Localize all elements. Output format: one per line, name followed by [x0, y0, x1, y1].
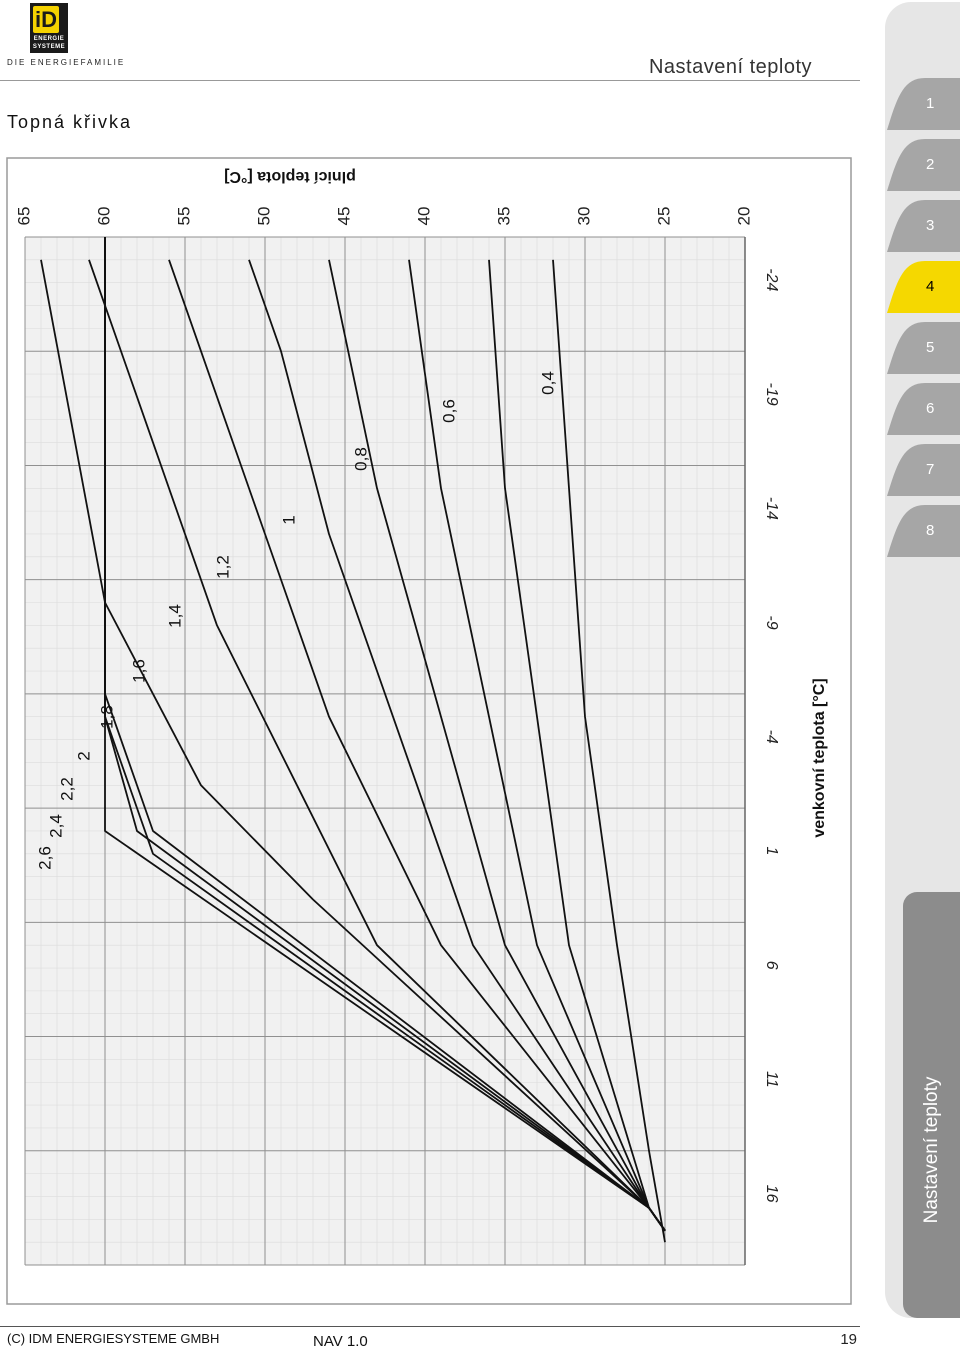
y-tick-label: 30 — [574, 206, 594, 226]
sidebar-tab-label: 1 — [926, 95, 935, 112]
x-tick-label: -19 — [762, 382, 780, 406]
curve-label: 2,2 — [57, 777, 77, 801]
y-axis-title: plnicí teplota [°C] — [224, 167, 356, 185]
y-tick-label: 60 — [94, 206, 114, 226]
sidebar-tab-label: 4 — [926, 278, 935, 295]
y-tick-label: 45 — [334, 206, 354, 226]
logo-line-2: SYSTEME — [32, 44, 66, 50]
x-tick-label: 6 — [762, 960, 780, 970]
sidebar-vertical-label: Nastavení teploty — [921, 1076, 942, 1224]
curve-label: 1,4 — [165, 604, 185, 628]
tagline: DIE ENERGIEFAMILIE — [7, 58, 126, 67]
y-tick-label: 25 — [654, 206, 674, 226]
x-tick-label: -4 — [762, 729, 780, 744]
curve-label: 1,2 — [213, 555, 233, 579]
sidebar-tab-label: 6 — [926, 400, 935, 417]
curve-label: 1 — [279, 515, 299, 525]
sidebar-tab-label: 2 — [926, 156, 935, 173]
curve-label: 2,4 — [46, 814, 66, 838]
curve-label: 1,8 — [97, 705, 117, 729]
footer-divider — [0, 1326, 860, 1327]
page-header-title: Nastavení teploty — [648, 56, 812, 78]
sidebar-tab-label: 8 — [926, 522, 935, 539]
x-tick-label: 16 — [762, 1184, 780, 1203]
y-tick-label: 35 — [494, 206, 514, 226]
y-tick-label: 65 — [14, 206, 34, 226]
logo-line-1: ENERGIE — [33, 36, 65, 42]
curve-label: 1,6 — [129, 659, 149, 683]
curve-label: 0,8 — [351, 447, 371, 471]
x-tick-label: 11 — [762, 1071, 780, 1088]
sidebar-tab-label: 5 — [926, 339, 935, 356]
x-tick-label: 1 — [762, 846, 780, 856]
plot-area — [25, 237, 745, 1265]
curve-label: 2 — [74, 751, 94, 761]
sidebar-tab-label: 7 — [926, 461, 935, 478]
footer-page-number: 19 — [840, 1331, 857, 1348]
x-axis-title: venkovní teplota [°C] — [811, 678, 829, 838]
curve-label: 2,6 — [35, 846, 55, 870]
section-title: Topná křivka — [7, 112, 133, 132]
y-tick-label: 40 — [414, 206, 434, 226]
x-tick-label: -9 — [762, 615, 780, 630]
curve-label: 0,4 — [538, 371, 558, 395]
logo-id-text: iD — [35, 7, 57, 32]
x-tick-label: -24 — [762, 268, 780, 292]
footer-copyright: (C) IDM ENERGIESYSTEME GMBH — [7, 1331, 220, 1346]
y-tick-label: 20 — [734, 206, 754, 226]
x-tick-label: -14 — [762, 496, 780, 520]
y-tick-label: 55 — [174, 206, 194, 226]
sidebar-tab-label: 3 — [926, 217, 935, 234]
footer-version: NAV 1.0 — [313, 1333, 368, 1350]
curve-label: 0,6 — [439, 399, 459, 423]
y-tick-label: 50 — [254, 206, 274, 226]
